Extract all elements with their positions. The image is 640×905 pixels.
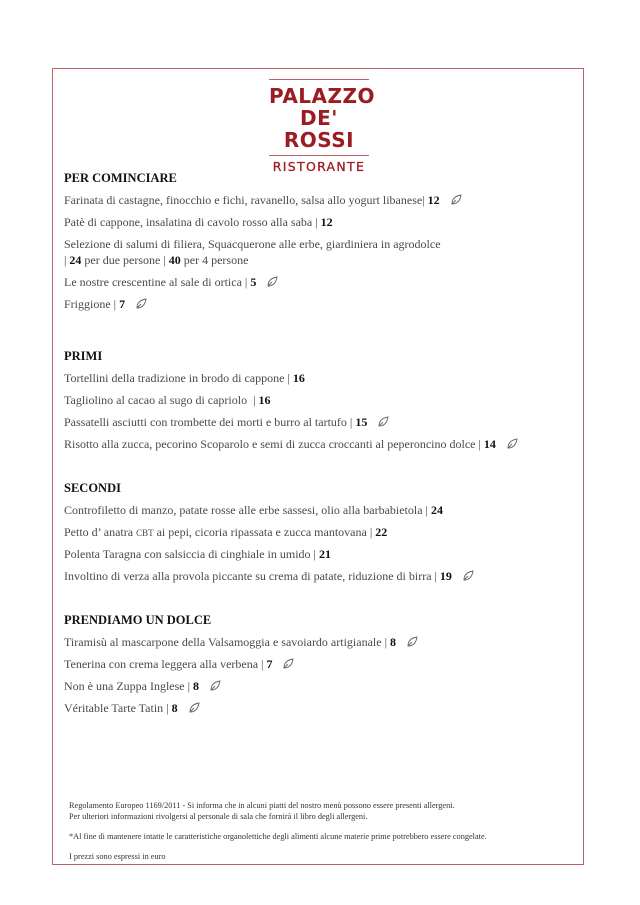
item-text: Tenerina con crema leggera alla verbena | <box>64 657 267 671</box>
menu-section <box>64 170 564 318</box>
logo-line-2: DE' ROSSI <box>283 106 355 152</box>
menu-item <box>64 678 564 700</box>
section-title: SECONDI <box>64 481 121 495</box>
menu-item <box>64 274 564 296</box>
menu-item <box>64 214 564 236</box>
item-text: Non è una Zuppa Inglese | <box>64 679 194 693</box>
frozen-note: *Al fine di mantenere intatte le caratteristiche organolettiche degli alimenti alcune materie prime potrebbero essere congelate. <box>69 832 487 841</box>
item-price: 40 <box>168 253 181 267</box>
menu-item <box>64 370 564 392</box>
item-text: per 4 persone <box>180 253 249 267</box>
leaf-icon <box>506 438 518 450</box>
item-price: 14 <box>483 437 496 451</box>
allergen-line-1: Regolamento Europeo 1169/2011 - Si informa che in alcuni piatti del nostro menù possono essere presenti allergeni. <box>69 801 455 810</box>
menu-item <box>64 700 564 722</box>
menu-item <box>64 296 564 318</box>
menu-item <box>64 546 564 568</box>
logo-line-3: RISTORANTE <box>272 159 366 174</box>
item-price: 24 <box>430 503 443 517</box>
leaf-icon <box>450 194 462 206</box>
item-price: 7 <box>266 657 273 671</box>
menu-item <box>64 192 564 214</box>
logo-line-1: PALAZZO <box>269 84 376 108</box>
item-price: 21 <box>318 547 331 561</box>
leaf-icon <box>135 298 147 310</box>
section-title: PRIMI <box>64 349 103 363</box>
menu-section <box>64 612 564 722</box>
leaf-icon <box>266 276 278 288</box>
restaurant-logo <box>269 79 376 174</box>
item-price: 8 <box>171 701 178 715</box>
currency-note: I prezzi sono espressi in euro <box>69 852 166 861</box>
menu-item <box>64 236 564 274</box>
item-text: CBT <box>136 528 154 538</box>
menu-section <box>64 480 564 590</box>
item-price: 24 <box>69 253 82 267</box>
menu-item <box>64 634 564 656</box>
item-price: 19 <box>439 569 452 583</box>
leaf-icon <box>209 680 221 692</box>
leaf-icon <box>406 636 418 648</box>
item-text: Tortellini della tradizione in brodo di cappone | <box>64 371 293 385</box>
item-text: Véritable Tarte Tatin | <box>64 701 172 715</box>
leaf-icon <box>377 416 389 428</box>
item-price: 7 <box>119 297 126 311</box>
item-text: Patè di cappone, insalatina di cavolo rosso alla saba | <box>64 215 321 229</box>
logo-rule-top <box>269 79 369 80</box>
leaf-icon <box>282 658 294 670</box>
item-text: Farinata di castagne, finocchio e fichi, ravanello, salsa allo yogurt libanese| <box>64 193 428 207</box>
item-price: 16 <box>258 393 271 407</box>
menu-item <box>64 568 564 590</box>
section-title: PRENDIAMO UN DOLCE <box>64 613 212 627</box>
allergen-notice <box>69 800 455 822</box>
item-price: 8 <box>193 679 200 693</box>
menu-item <box>64 502 564 524</box>
section-title: PER COMINCIARE <box>64 171 177 185</box>
item-text: Controfiletto di manzo, patate rosse alle erbe sassesi, olio alla barbabietola | <box>64 503 431 517</box>
item-price: 12 <box>427 193 440 207</box>
item-text: ai pepi, cicoria ripassata e zucca mantovana | <box>153 525 376 539</box>
item-text: Tiramisù al mascarpone della Valsamoggia e savoiardo artigianale | <box>64 635 390 649</box>
item-price: 12 <box>320 215 333 229</box>
leaf-icon <box>462 570 474 582</box>
menu-item <box>64 392 564 414</box>
menu-section <box>64 348 564 458</box>
menu-item <box>64 414 564 436</box>
item-text: Selezione di salumi di filiera, Squacquerone alle erbe, giardiniera in agrodolce <box>64 237 441 251</box>
item-price: 15 <box>355 415 368 429</box>
menu-item <box>64 436 564 458</box>
item-text: Tagliolino al cacao al sugo di capriolo | <box>64 393 259 407</box>
menu-item <box>64 524 564 546</box>
item-text: per due persone | <box>81 253 169 267</box>
item-text: | <box>64 253 70 267</box>
item-price: 22 <box>375 525 388 539</box>
item-text: Polenta Taragna con salsiccia di cinghiale in umido | <box>64 547 319 561</box>
item-text: Risotto alla zucca, pecorino Scoparolo e semi di zucca croccanti al peperoncino dolce | <box>64 437 484 451</box>
item-text: Petto d’ anatra <box>64 525 137 539</box>
allergen-line-2: Per ulteriori informazioni rivolgersi al personale di sala che fornirà il libro degli allergeni. <box>69 812 368 821</box>
logo-rule-middle <box>269 155 369 156</box>
leaf-icon <box>188 702 200 714</box>
item-text: Le nostre crescentine al sale di ortica | <box>64 275 251 289</box>
item-text: Passatelli asciutti con trombette dei morti e burro al tartufo | <box>64 415 356 429</box>
item-price: 16 <box>292 371 305 385</box>
item-price: 5 <box>250 275 257 289</box>
item-text: Friggione | <box>64 297 120 311</box>
item-text: Involtino di verza alla provola piccante su crema di patate, riduzione di birra | <box>64 569 440 583</box>
menu-item <box>64 656 564 678</box>
item-price: 8 <box>389 635 396 649</box>
